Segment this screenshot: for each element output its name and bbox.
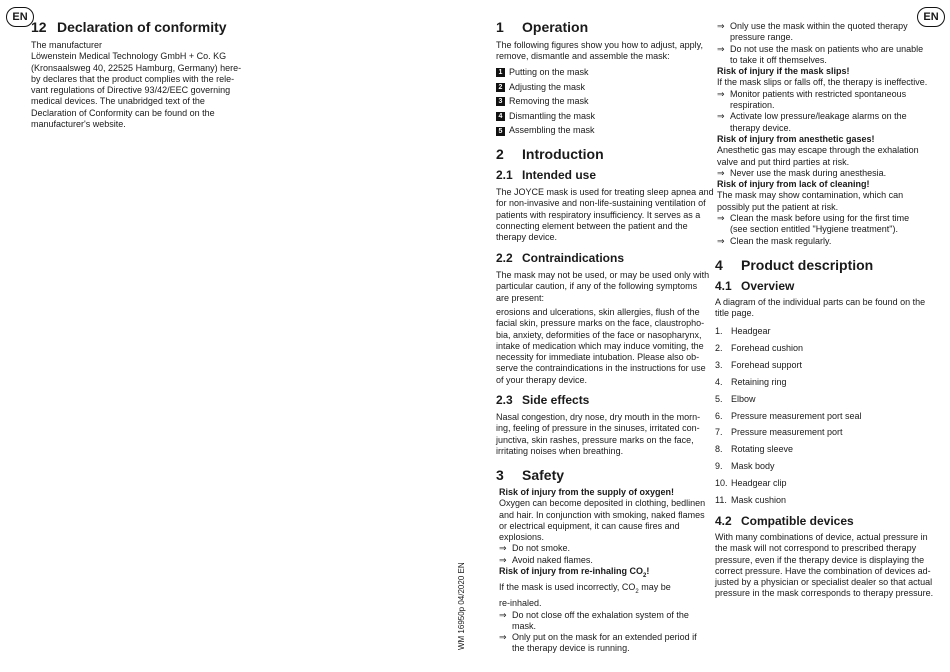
text-line: The JOYCE mask is used for treating sleep apnea and	[496, 187, 714, 197]
text-line: With many combinations of device, actual pressure in	[715, 532, 928, 542]
warning-heading	[499, 566, 705, 582]
text-line: explosions.	[499, 532, 545, 543]
contraindications-intro	[496, 270, 709, 304]
text-line: The following figures show you how to adjust, apply,	[496, 40, 703, 50]
language-badge-left: EN	[6, 7, 34, 27]
section-title: Intended use	[522, 168, 597, 182]
text-line: Oxygen can become deposited in clothing, bedlinen	[499, 498, 706, 509]
warning-heading: Risk of injury from the supply of oxygen!	[499, 487, 675, 497]
declaration-text	[31, 40, 251, 130]
action-text: the therapy device is running.	[512, 643, 630, 654]
action-item	[499, 610, 705, 621]
action-text: Do not close off the exhalation system of the	[512, 609, 689, 620]
section-title: Side effects	[522, 393, 590, 407]
compatible-devices-text	[715, 532, 933, 600]
part-label: Pressure measurement port seal	[731, 410, 862, 421]
section-number: 4.1	[715, 279, 732, 293]
list-number: 3.	[715, 359, 723, 370]
list-item	[715, 458, 862, 475]
text-part: If the mask is used incorrectly, CO	[499, 582, 636, 593]
text-line: (Kronsaalsweg 40, 22525 Hamburg, Germany) here-	[31, 62, 242, 73]
text-line: and hair. In conjunction with smoking, naked flames	[499, 509, 705, 520]
subsection-heading-compatible-devices	[715, 514, 854, 528]
section-number: 2.2	[496, 251, 513, 265]
figure-list	[496, 65, 595, 138]
part-label: Headgear	[731, 326, 771, 336]
action-text: Do not use the mask on patients who are unable	[730, 43, 924, 54]
warning-text	[499, 498, 705, 543]
section-title: Compatible devices	[741, 514, 854, 528]
action-item	[717, 21, 927, 32]
arrow-icon: ⇒	[717, 111, 725, 122]
list-item	[715, 340, 862, 357]
section-heading-introduction	[496, 146, 604, 162]
action-text: Only put on the mask for an extended period if	[512, 632, 697, 643]
arrow-icon: ⇒	[717, 21, 725, 31]
text-line: for non-invasive and non-life-sustaining ventilation of	[496, 198, 706, 209]
section-title: Contraindications	[522, 251, 625, 265]
arrow-icon: ⇒	[499, 554, 507, 565]
overview-text	[715, 297, 925, 320]
document-reference: WM 16950p 04/2020 EN	[457, 562, 466, 650]
action-text: Clean the mask before using for the first time	[730, 213, 910, 224]
text-line: or electrical equipment, it can cause fires and	[499, 520, 680, 531]
section-number: 2.3	[496, 393, 513, 407]
list-number: 5.	[715, 393, 723, 404]
arrow-icon: ⇒	[717, 213, 725, 224]
part-label: Mask cushion	[731, 495, 787, 506]
list-number: 2.	[715, 342, 723, 353]
text-line: erosions and ulcerations, skin allergies, flush of the	[496, 307, 700, 317]
list-item	[715, 323, 862, 340]
list-number: 8.	[715, 444, 723, 455]
section-heading-operation	[496, 19, 588, 35]
text-line: correct pressure. Have the combination of devices ad-	[715, 565, 931, 576]
figure-label: Assembling the mask	[509, 125, 595, 136]
text-line: connecting element between the patient and the	[496, 220, 688, 231]
figure-number-box: 2	[496, 83, 505, 92]
text-line: facial skin, pressure marks on the face, claustropho-	[496, 318, 705, 329]
part-label: Rotating sleeve	[731, 444, 794, 455]
list-number: 1.	[715, 326, 723, 336]
list-number: 4.	[715, 376, 723, 387]
action-text: pressure range.	[730, 32, 794, 43]
subsection-heading-overview	[715, 279, 794, 293]
text-line: therapy device.	[496, 232, 558, 243]
action-text: Only use the mask within the quoted therapy	[730, 21, 908, 31]
text-line: justed by a physician or specialist dealer so that actual	[715, 577, 933, 588]
text-line: pressure in the mask corresponds to therapy pressure.	[715, 588, 934, 599]
list-number: 10.	[715, 478, 728, 489]
list-item	[715, 357, 862, 374]
warning-heading: Risk of injury from lack of cleaning!	[717, 179, 870, 190]
text-line: intake of medication which may induce vomiting, the	[496, 340, 704, 351]
figure-item	[496, 94, 595, 109]
subsection-heading-intended-use	[496, 168, 596, 182]
list-number: 11.	[715, 495, 727, 506]
text-line: Declaration of Conformity can be found on the	[31, 107, 215, 118]
side-effects-text	[496, 412, 700, 457]
text-line: pressure, even if the therapy device is displaying the	[715, 554, 925, 565]
part-label: Pressure measurement port	[731, 427, 843, 438]
figure-number-box: 5	[496, 127, 505, 136]
text-line: medical devices. The unabridged text of the	[31, 96, 205, 107]
safety-block-continued	[717, 21, 927, 247]
warning-text: Risk of injury from re-inhaling CO	[499, 566, 644, 577]
warning-heading: Risk of injury if the mask slips!	[717, 66, 850, 77]
section-title: Operation	[522, 19, 589, 35]
figure-item	[496, 109, 595, 124]
contraindications-list	[496, 307, 706, 386]
action-item	[717, 236, 927, 247]
text-line: ing, feeling of pressure in the sinuses, irritated con-	[496, 423, 700, 434]
arrow-icon: ⇒	[717, 167, 725, 178]
part-label: Forehead support	[731, 359, 803, 370]
section-title: Introduction	[522, 146, 604, 162]
text-line: necessity for immediate intubation. Please also ob-	[496, 352, 700, 363]
text-line: are present:	[496, 292, 545, 303]
action-item	[717, 44, 927, 55]
figure-label: Adjusting the mask	[509, 81, 586, 92]
figure-label: Putting on the mask	[509, 67, 589, 77]
part-label: Headgear clip	[731, 478, 787, 489]
warning-text: The mask may show contamination, which can	[717, 190, 904, 201]
list-item	[715, 424, 862, 441]
action-text: respiration.	[730, 100, 775, 111]
warning-text: re-inhaled.	[499, 598, 542, 609]
text-line: Nasal congestion, dry nose, dry mouth in the morn-	[496, 412, 701, 422]
text-line: junctiva, skin rashes, pressure marks on the face,	[496, 434, 694, 445]
arrow-icon: ⇒	[717, 235, 725, 246]
parts-list	[715, 323, 862, 509]
intended-use-text	[496, 187, 714, 243]
part-label: Elbow	[731, 393, 756, 404]
list-number: 7.	[715, 427, 723, 438]
action-text: to take it off themselves.	[730, 54, 827, 65]
section-title: Overview	[741, 279, 795, 293]
text-line: patients with respiratory insufficiency. It serves as a	[496, 209, 701, 220]
text-line: The manufacturer	[31, 40, 103, 50]
list-item	[715, 391, 862, 408]
text-line: The mask may not be used, or may be used only with	[496, 270, 710, 280]
section-number: 4	[715, 257, 723, 273]
figure-number-box: 3	[496, 97, 505, 106]
figure-label: Dismantling the mask	[509, 110, 596, 121]
section-title: Safety	[522, 467, 565, 483]
action-item	[499, 632, 705, 643]
warning-text: possibly put the patient at risk.	[717, 201, 839, 212]
arrow-icon: ⇒	[499, 609, 507, 620]
action-text: Activate low pressure/leakage alarms on the	[730, 111, 907, 122]
arrow-icon: ⇒	[717, 43, 725, 54]
list-number: 9.	[715, 461, 723, 472]
warning-text: !	[646, 566, 650, 577]
arrow-icon: ⇒	[717, 88, 725, 99]
section-number: 4.2	[715, 514, 732, 528]
action-text: Do not smoke.	[512, 543, 571, 554]
figure-number-box: 4	[496, 112, 505, 121]
action-text: Clean the mask regularly.	[730, 235, 832, 246]
action-text: Avoid naked flames.	[512, 554, 593, 565]
section-title: Declaration of conformity	[57, 19, 227, 35]
text-line: bia, anxiety, deformities of the face or nasopharynx,	[496, 329, 702, 340]
operation-intro	[496, 40, 703, 63]
part-label: Mask body	[731, 461, 775, 472]
action-item	[717, 213, 927, 224]
part-label: Forehead cushion	[731, 342, 804, 353]
text-line: the mask will not correspond to prescribed therapy	[715, 543, 917, 554]
text-line: A diagram of the individual parts can be found on the	[715, 297, 926, 307]
figure-label: Removing the mask	[509, 96, 589, 107]
list-item	[715, 492, 862, 509]
subsection-heading-contraindications	[496, 251, 624, 265]
action-text: (see section entitled "Hygiene treatment").	[730, 224, 898, 235]
list-item	[715, 475, 862, 492]
text-part: may be	[638, 582, 671, 593]
section-number: 3	[496, 467, 504, 483]
subscript: 2	[635, 588, 639, 595]
text-line: of your therapy device.	[496, 374, 588, 385]
section-title: Product description	[741, 257, 874, 273]
language-badge-right: EN	[917, 7, 945, 27]
warning-text: valve and put third parties at risk.	[717, 156, 850, 167]
text-line: serve the contraindications in the instructions for use	[496, 363, 706, 374]
figure-number-box: 1	[496, 68, 505, 77]
action-text: therapy device.	[730, 122, 792, 133]
warning-heading: Risk of injury from anesthetic gases!	[717, 133, 875, 144]
figure-item	[496, 80, 595, 95]
section-heading-safety	[496, 467, 564, 483]
text-line: title page.	[715, 308, 755, 319]
text-line: by declares that the product complies with the rele-	[31, 73, 235, 84]
action-item	[717, 89, 927, 100]
section-heading-product-description	[715, 257, 873, 273]
action-item	[717, 111, 927, 122]
list-item	[715, 408, 862, 425]
list-item	[715, 441, 862, 458]
text-line: vant regulations of Directive 93/42/EEC governing	[31, 85, 231, 96]
safety-block	[499, 487, 705, 655]
warning-text: Anesthetic gas may escape through the exhalation	[717, 145, 919, 156]
subscript: 2	[643, 572, 647, 579]
list-item	[715, 374, 862, 391]
arrow-icon: ⇒	[499, 543, 507, 554]
warning-text: If the mask slips or falls off, the therapy is ineffective.	[717, 77, 928, 88]
action-item	[499, 555, 705, 566]
action-text: mask.	[512, 620, 537, 631]
action-text: Never use the mask during anesthesia.	[730, 167, 887, 178]
part-label: Retaining ring	[731, 376, 787, 387]
figure-item	[496, 65, 595, 80]
text-line: Löwenstein Medical Technology GmbH + Co. KG	[31, 51, 227, 62]
section-number: 2.1	[496, 168, 513, 182]
action-item	[499, 543, 705, 554]
text-line: irritating noises when breathing.	[496, 445, 624, 456]
text-line: manufacturer's website.	[31, 119, 126, 130]
text-line: particular caution, if any of the following symptoms	[496, 281, 698, 292]
figure-item	[496, 123, 595, 138]
list-number: 6.	[715, 410, 723, 421]
warning-text	[499, 582, 705, 598]
section-number: 1	[496, 19, 504, 35]
action-item	[717, 168, 927, 179]
action-text: Monitor patients with restricted spontaneous	[730, 88, 907, 99]
section-number: 2	[496, 146, 504, 162]
arrow-icon: ⇒	[499, 632, 507, 643]
subsection-heading-side-effects	[496, 393, 589, 407]
text-line: remove, dismantle and assemble the mask:	[496, 51, 670, 62]
section-number: 12	[31, 19, 47, 35]
section-heading-declaration	[31, 19, 227, 35]
